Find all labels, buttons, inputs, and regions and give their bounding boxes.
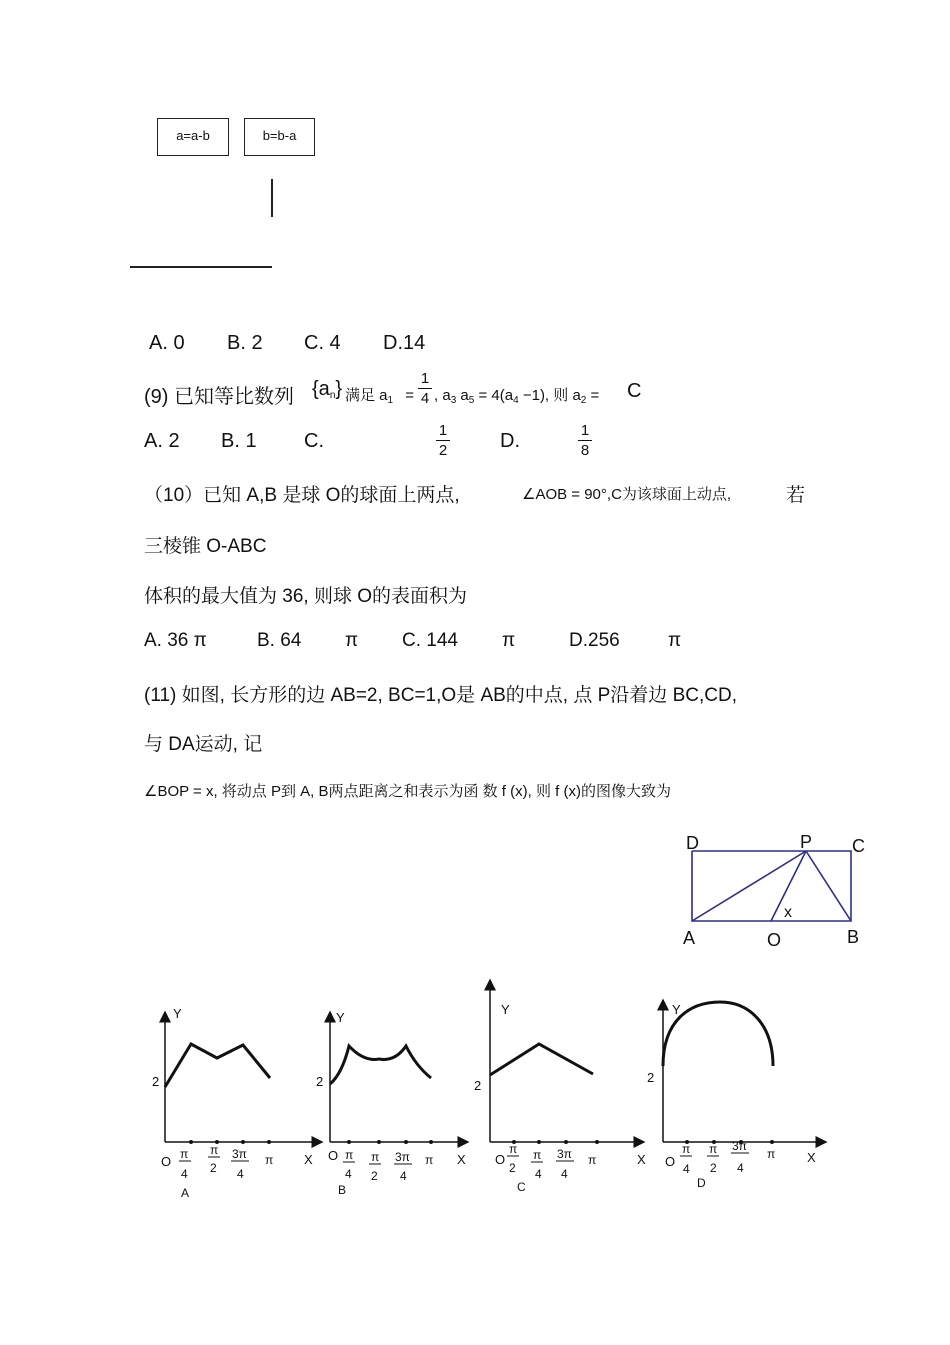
q10-option-b-pi: π bbox=[345, 630, 359, 651]
svg-text:π: π bbox=[371, 1150, 380, 1164]
q9-sequence: $\{a_n\}$ bbox=[312, 378, 343, 401]
svg-text:π: π bbox=[345, 1148, 354, 1162]
svg-text:π: π bbox=[682, 1142, 691, 1156]
svg-text:π: π bbox=[709, 1142, 718, 1156]
svg-text:X: X bbox=[457, 1152, 466, 1167]
q9-fraction-quarter: 1 4 bbox=[418, 370, 432, 407]
svg-text:A: A bbox=[181, 1186, 190, 1200]
q8-option-b: B. 2 bbox=[227, 332, 263, 354]
q11-line2: 与 DA运动, 记 bbox=[144, 734, 263, 755]
q9-condition-a1: 满足 $a_1$ = bbox=[345, 387, 415, 406]
q9-condition-recurrence: , $a_3$ $a_5 = 4(a_4 -1)$, 则 $a_2$ = bbox=[434, 387, 600, 406]
q10-line1: （10）已知 A,B 是球 O的球面上两点, bbox=[144, 485, 460, 506]
q10-line3: 体积的最大值为 36, 则球 O的表面积为 bbox=[144, 586, 468, 607]
svg-text:4: 4 bbox=[535, 1167, 542, 1181]
svg-text:3π: 3π bbox=[395, 1150, 410, 1164]
svg-text:X: X bbox=[807, 1150, 816, 1165]
svg-text:O: O bbox=[328, 1148, 339, 1163]
svg-text:Y: Y bbox=[501, 1002, 510, 1017]
q9-option-d: D. bbox=[500, 430, 520, 452]
svg-text:2: 2 bbox=[647, 1070, 655, 1085]
q10-line1-end: 若 bbox=[786, 485, 806, 506]
svg-text:π: π bbox=[210, 1143, 219, 1157]
label-o: O bbox=[767, 930, 782, 950]
label-c: C bbox=[852, 836, 865, 856]
svg-text:2: 2 bbox=[710, 1161, 717, 1175]
svg-text:4: 4 bbox=[737, 1161, 744, 1175]
q10-option-c-pi: π bbox=[502, 630, 516, 651]
svg-text:C: C bbox=[517, 1180, 526, 1194]
svg-text:Y: Y bbox=[173, 1006, 182, 1021]
graph-c bbox=[474, 980, 646, 1194]
svg-text:4: 4 bbox=[561, 1167, 568, 1181]
label-p: P bbox=[800, 832, 813, 852]
svg-text:2: 2 bbox=[210, 1161, 217, 1175]
q9-option-c: C. bbox=[304, 430, 324, 452]
svg-text:3π: 3π bbox=[232, 1147, 247, 1161]
svg-text:O: O bbox=[161, 1154, 172, 1169]
graph-a bbox=[152, 1006, 322, 1200]
svg-text:3π: 3π bbox=[732, 1139, 747, 1153]
q9-option-c-fraction: 1 2 bbox=[436, 422, 450, 459]
svg-text:2: 2 bbox=[152, 1074, 160, 1089]
svg-text:π: π bbox=[425, 1153, 434, 1167]
answer-graphs bbox=[150, 970, 850, 1210]
q10-line2: 三棱锥 O-ABC bbox=[144, 536, 267, 557]
q10-option-d-pi: π bbox=[668, 630, 682, 651]
q9-prefix: (9) 已知等比数列 bbox=[144, 386, 294, 408]
svg-text:π: π bbox=[265, 1153, 274, 1167]
svg-text:4: 4 bbox=[683, 1162, 690, 1176]
svg-text:2: 2 bbox=[474, 1078, 482, 1093]
q10-line1-angle: ∠AOB = 90°,C为该球面上动点, bbox=[522, 486, 732, 503]
svg-text:O: O bbox=[665, 1154, 676, 1169]
svg-text:π: π bbox=[509, 1142, 518, 1156]
rectangle-figure bbox=[670, 828, 880, 953]
q9-answer: C bbox=[627, 380, 642, 402]
svg-text:Y: Y bbox=[336, 1010, 345, 1025]
svg-text:Y: Y bbox=[672, 1002, 681, 1017]
svg-text:B: B bbox=[338, 1183, 347, 1197]
svg-text:4: 4 bbox=[345, 1167, 352, 1181]
svg-text:O: O bbox=[495, 1152, 506, 1167]
flowchart-box-1: a=a-b bbox=[157, 118, 229, 156]
flowchart-box-2: b=b-a bbox=[244, 118, 315, 156]
label-b: B bbox=[847, 927, 860, 947]
svg-text:4: 4 bbox=[400, 1169, 407, 1183]
q8-option-c: C. 4 bbox=[304, 332, 341, 354]
svg-text:π: π bbox=[588, 1153, 597, 1167]
graph-d bbox=[647, 1000, 826, 1190]
label-x: x bbox=[784, 904, 792, 921]
q9-option-b: B. 1 bbox=[221, 430, 257, 452]
svg-text:3π: 3π bbox=[557, 1147, 572, 1161]
svg-text:π: π bbox=[533, 1148, 542, 1162]
svg-text:4: 4 bbox=[181, 1167, 188, 1181]
svg-text:X: X bbox=[304, 1152, 313, 1167]
svg-text:π: π bbox=[180, 1147, 189, 1161]
q10-option-c: C. 144 bbox=[402, 630, 458, 651]
flowchart-bottom-line bbox=[130, 266, 272, 268]
label-a: A bbox=[683, 928, 696, 948]
svg-text:2: 2 bbox=[509, 1161, 516, 1175]
q8-option-a: A. 0 bbox=[149, 332, 185, 354]
q9-option-d-fraction: 1 8 bbox=[578, 422, 592, 459]
svg-text:4: 4 bbox=[237, 1167, 244, 1181]
q11-line3: ∠BOP = x, 将动点 P到 A, B两点距离之和表示为函 数 f (x), 则 f (x)的图像大致为 bbox=[144, 783, 671, 800]
q8-option-d: D.14 bbox=[383, 332, 426, 354]
q9-option-a: A. 2 bbox=[144, 430, 180, 452]
svg-text:π: π bbox=[767, 1147, 776, 1161]
graph-b bbox=[316, 1010, 468, 1197]
svg-text:X: X bbox=[637, 1152, 646, 1167]
label-d: D bbox=[686, 833, 699, 853]
svg-text:2: 2 bbox=[371, 1169, 378, 1183]
q10-option-a: A. 36 π bbox=[144, 630, 207, 651]
flowchart-connector bbox=[271, 179, 273, 217]
q10-option-b: B. 64 bbox=[257, 630, 302, 651]
svg-text:D: D bbox=[697, 1176, 706, 1190]
svg-text:2: 2 bbox=[316, 1074, 324, 1089]
q11-line1: (11) 如图, 长方形的边 AB=2, BC=1,O是 AB的中点, 点 P沿着边 BC,CD, bbox=[144, 685, 737, 706]
q10-option-d: D.256 bbox=[569, 630, 620, 651]
